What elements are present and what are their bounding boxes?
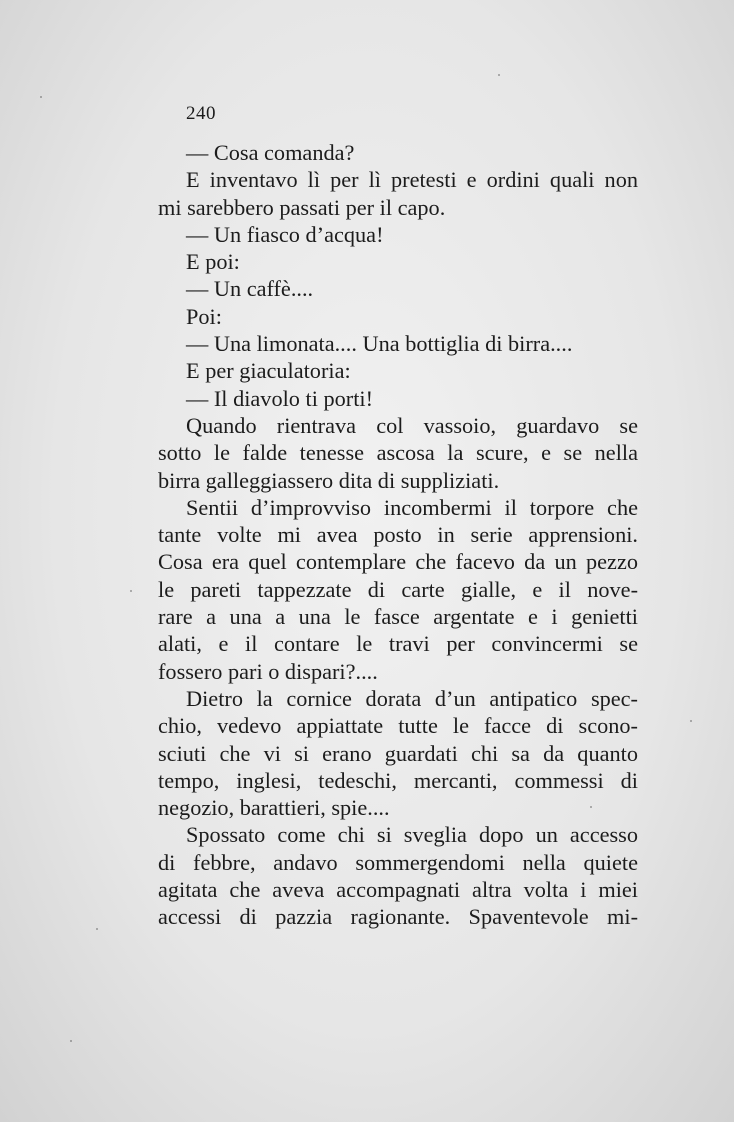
text-line: E per giaculatoria: <box>186 358 351 384</box>
text-line: — Un caffè.... <box>186 276 314 302</box>
scan-speck <box>130 590 132 592</box>
text-line: — Cosa comanda? <box>186 140 355 165</box>
text-line: Sentii d’improvviso incombermi il torpore che <box>186 494 638 520</box>
text-line: agitata che aveva accompagnati altra volta i miei <box>158 877 638 903</box>
text-line: fossero pari o dispari?.... <box>158 658 378 684</box>
body-text <box>158 139 638 931</box>
scan-speck <box>498 74 500 76</box>
text-line: tempo, inglesi, tedeschi, mercanti, commessi di <box>158 767 638 793</box>
page-number: 240 <box>186 103 216 124</box>
text-line: — Una limonata.... Una bottiglia di birra.... <box>186 331 573 357</box>
text-line: — Un fiasco d’acqua! <box>186 221 384 247</box>
text-line: Poi: <box>186 303 222 329</box>
text-line: accessi di pazzia ragionante. Spaventevole mi- <box>158 904 638 930</box>
text-line: Spossato come chi si sveglia dopo un accesso <box>186 822 638 848</box>
text-line: E inventavo lì per lì pretesti e ordini quali non <box>186 167 638 193</box>
text-line: sotto le falde tenesse ascosa la scure, e se nella <box>158 440 638 466</box>
scan-speck <box>590 806 592 808</box>
scan-speck <box>96 928 98 930</box>
text-line: Dietro la cornice dorata d’un antipatico spec- <box>186 685 638 711</box>
text-line: le pareti tappezzate di carte gialle, e il nove- <box>158 576 638 602</box>
text-line: mi sarebbero passati per il capo. <box>158 194 446 220</box>
scan-speck <box>690 720 692 722</box>
text-line: rare a una a una le fasce argentate e i genietti <box>158 604 638 630</box>
text-line: di febbre, andavo sommergendomi nella quiete <box>158 849 638 875</box>
text-line: E poi: <box>186 249 240 275</box>
text-line: birra galleggiassero dita di suppliziati. <box>158 467 500 493</box>
text-line: alati, e il contare le travi per convincermi se <box>158 631 638 657</box>
text-line: tante volte mi avea posto in serie apprensioni. <box>158 522 638 548</box>
text-line: negozio, barattieri, spie.... <box>158 795 390 821</box>
text-line: sciuti che vi si erano guardati chi sa da quanto <box>158 740 638 766</box>
text-line: chio, vedevo appiattate tutte le facce di scono- <box>158 713 638 739</box>
text-line: Quando rientrava col vassoio, guardavo se <box>186 412 638 438</box>
scan-speck <box>70 1040 72 1042</box>
text-line: — Il diavolo ti porti! <box>186 385 374 411</box>
scan-speck <box>40 96 42 98</box>
text-line: Cosa era quel contemplare che facevo da un pezzo <box>158 549 638 575</box>
